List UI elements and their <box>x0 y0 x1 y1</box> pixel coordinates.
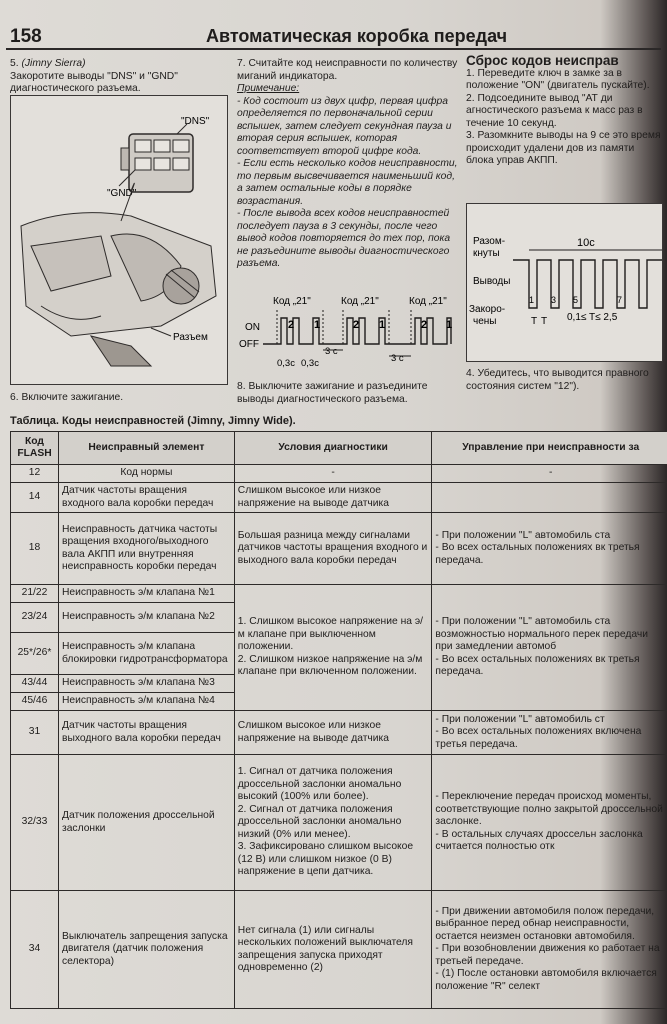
table-row: 45/46 Неисправность э/м клапана №4 <box>11 693 667 711</box>
flash-code-figure <box>237 292 453 372</box>
t-condition: 0,1≤ T≤ 2,5 <box>567 312 618 323</box>
digit-1-a: 1 <box>314 319 321 331</box>
solenoid-control: - При положении "L" автомобиль ста возможностью нормального перек передачи при замедлении автомоб - Во всех остальных положениях вк третья передача. <box>432 585 667 711</box>
header-element: Неисправный элемент <box>58 432 234 465</box>
pause-3s-a: 3 с <box>325 346 338 357</box>
note-1: - Код состоит из двух цифр, первая цифра определяется по первоначальной серии вспышек, затем следует секундная пауза и вторая серия вспышек, которая соответствует второй цифре кода. <box>237 95 452 157</box>
pulse-num-7: 7 <box>617 295 623 305</box>
table-caption: Таблица. Коды неисправностей (Jimny, Jimny Wide). <box>10 415 296 427</box>
connector-illustration <box>11 96 227 384</box>
pause-03-a: 0,3с <box>277 358 295 369</box>
table-row: 23/24 Неисправность э/м клапана №2 <box>11 603 667 633</box>
open-label-1: Разом- <box>473 236 506 247</box>
off-label: OFF <box>239 339 259 350</box>
digit-2-b: 2 <box>353 319 360 331</box>
note-3: - После вывода всех кодов неисправностей последует пауза в 3 секунды, после чего вывод кодов повторяется до тех пор, пока не разъедините выводы диагностического разъема. <box>237 208 451 269</box>
fault-codes-table <box>10 431 667 1009</box>
code-label-2: Код „21" <box>341 296 379 307</box>
step7: 7. Считайте код неисправности по количеству миганий индикатора. <box>237 58 458 82</box>
reset-timing-figure <box>466 203 663 362</box>
page-header <box>6 26 661 50</box>
shorted-label-1: Закоро- <box>469 304 506 315</box>
pause-3s-b: 3 с <box>391 353 404 364</box>
reset-step-3: 3. Разомкните выводы на 9 се это время происходит удалени дов из памяти блока управ АКПП. <box>466 130 661 166</box>
reset-pulse-line <box>513 260 662 308</box>
header-control: Управление при неисправности за <box>432 432 667 465</box>
pulse-num-3: 3 <box>551 295 557 305</box>
connector-label: Разъем <box>173 332 208 343</box>
table-row: 14 Датчик частоты вращения входного вала коробки передач Слишком высокое или низкое напряжение на выводе датчика <box>11 483 667 513</box>
table-row: 12 Код нормы - - <box>11 465 667 483</box>
header-conditions: Условия диагностики <box>234 432 432 465</box>
page-title: Автоматическая коробка передач <box>206 26 508 46</box>
code-label-1: Код „21" <box>273 296 311 307</box>
step5: 5. (Jimny Sierra) <box>10 58 86 69</box>
code-label-3: Код „21" <box>409 296 447 307</box>
t-label-2: T <box>541 316 548 327</box>
dns-label: "DNS" <box>181 116 210 127</box>
digit-1-c: 1 <box>446 319 453 331</box>
gnd-label: "GND" <box>107 188 137 199</box>
table-row: 18 Неисправность датчика частоты вращения входного/выходного вала АКПП или внутренняя неисправность коробки передач Большая разница между сигналами датчиков частоты вращения входного и выходного вала коробки передач - При положении "L" автомобиль ста - Во всех остальных положениях вк третья передача. <box>11 513 667 585</box>
reset-section-title: Сброс кодов неисправ <box>466 53 619 68</box>
digit-2-a: 2 <box>288 319 295 331</box>
right-column <box>466 55 664 168</box>
ten-seconds-label: 10с <box>577 237 595 249</box>
reset-step-1: 1. Переведите ключ в замке за в положение "ON" (двигатель пускайте). <box>466 67 650 91</box>
pulse-num-5: 5 <box>573 295 579 305</box>
reset-timing-diagram <box>467 204 662 361</box>
step5-text: Закоротите выводы "DNS" и "GND" диагностического разъема. <box>10 70 178 94</box>
connector-figure <box>10 95 228 385</box>
flash-timing-diagram <box>237 292 453 372</box>
table-header-row <box>11 432 667 465</box>
leads-label: Выводы <box>473 276 511 287</box>
reset-step-2: 2. Подсоедините вывод "АТ ди агностического разъема к масс раз в течение 10 секунд. <box>466 92 643 129</box>
pulse-num-1: 1 <box>529 295 535 305</box>
page-number: 158 <box>10 26 42 47</box>
table-row: 21/22 Неисправность э/м клапана №1 1. Слишком высокое напряжение на э/м клапане при выключенном положении. 2. Слишком низкое напряжение на э/м клапане при включенном положении. - При положении "L" автомобиль ста возможностью нормального перек передачи при замедлении автомоб - Во всех остальных положениях вк третья передача. <box>11 585 667 603</box>
solenoid-conditions: 1. Слишком высокое напряжение на э/м клапане при выключенном положении. 2. Слишком низкое напряжение на э/м клапане при включенном положении. <box>234 585 432 711</box>
middle-column <box>237 58 459 271</box>
step8: 8. Выключите зажигание и разъедините выводы диагностического разъема. <box>237 381 428 405</box>
on-label: ON <box>245 322 260 333</box>
left-column <box>10 58 232 96</box>
pause-03-b: 0,3с <box>301 358 319 369</box>
table-row: 25*/26* Неисправность э/м клапана блокировки гидротрансформатора <box>11 633 667 675</box>
step6: 6. Включите зажигание. <box>10 392 124 403</box>
shorted-label-2: чены <box>473 316 497 327</box>
t-label-1: T <box>531 316 538 327</box>
table-row: 43/44 Неисправность э/м клапана №3 <box>11 675 667 693</box>
table-row: 34 Выключатель запрещения запуска двигателя (датчик положения селектора) Нет сигнала (1) или сигналы нескольких положений выключателя запрещения запуска приходят одновременно (2) - При движении автомобиля полож передачи, выбранное перед обнар неисправности, остается неизмен остановки автомобиля. - При возобновлении движения ко работает на третьей передаче. - (1) После остановки автомобиля включается положение "R" селект <box>11 891 667 1009</box>
digit-2-c: 2 <box>421 319 428 331</box>
reset-step-4: 4. Убедитесь, что выводится правного состояния систем "12"). <box>466 368 649 392</box>
note-2: - Если есть несколько кодов неисправности, то первым высвечивается наименьший код, а затем остальные коды в порядке возрастания. <box>237 158 458 207</box>
table-row: 32/33 Датчик положения дроссельной заслонки 1. Сигнал от датчика положения дроссельной заслонки аномально высокий (100% или более). 2. Сигнал от датчика положения дроссельной заслонки аномально низкий (0% или менее). 3. Зафиксировано слишком высокое (12 В) или слишком низкое (0 В) напряжение в цепи датчика. - Переключение передач происход моменты, соответствующие полно закрытой дроссельной заслонке. - В остальных случаях дроссельн заслонка считается полностью отк <box>11 755 667 891</box>
open-label-2: кнуты <box>473 248 500 259</box>
table-row: 31 Датчик частоты вращения выходного вала коробки передач Слишком высокое или низкое напряжение на выводе датчика - При положении "L" автомобиль ст - Во всех остальных положениях включена третья передача. <box>11 711 667 755</box>
digit-1-b: 1 <box>379 319 386 331</box>
note-title: Примечание: <box>237 83 300 94</box>
header-code: Код FLASH <box>11 432 59 465</box>
